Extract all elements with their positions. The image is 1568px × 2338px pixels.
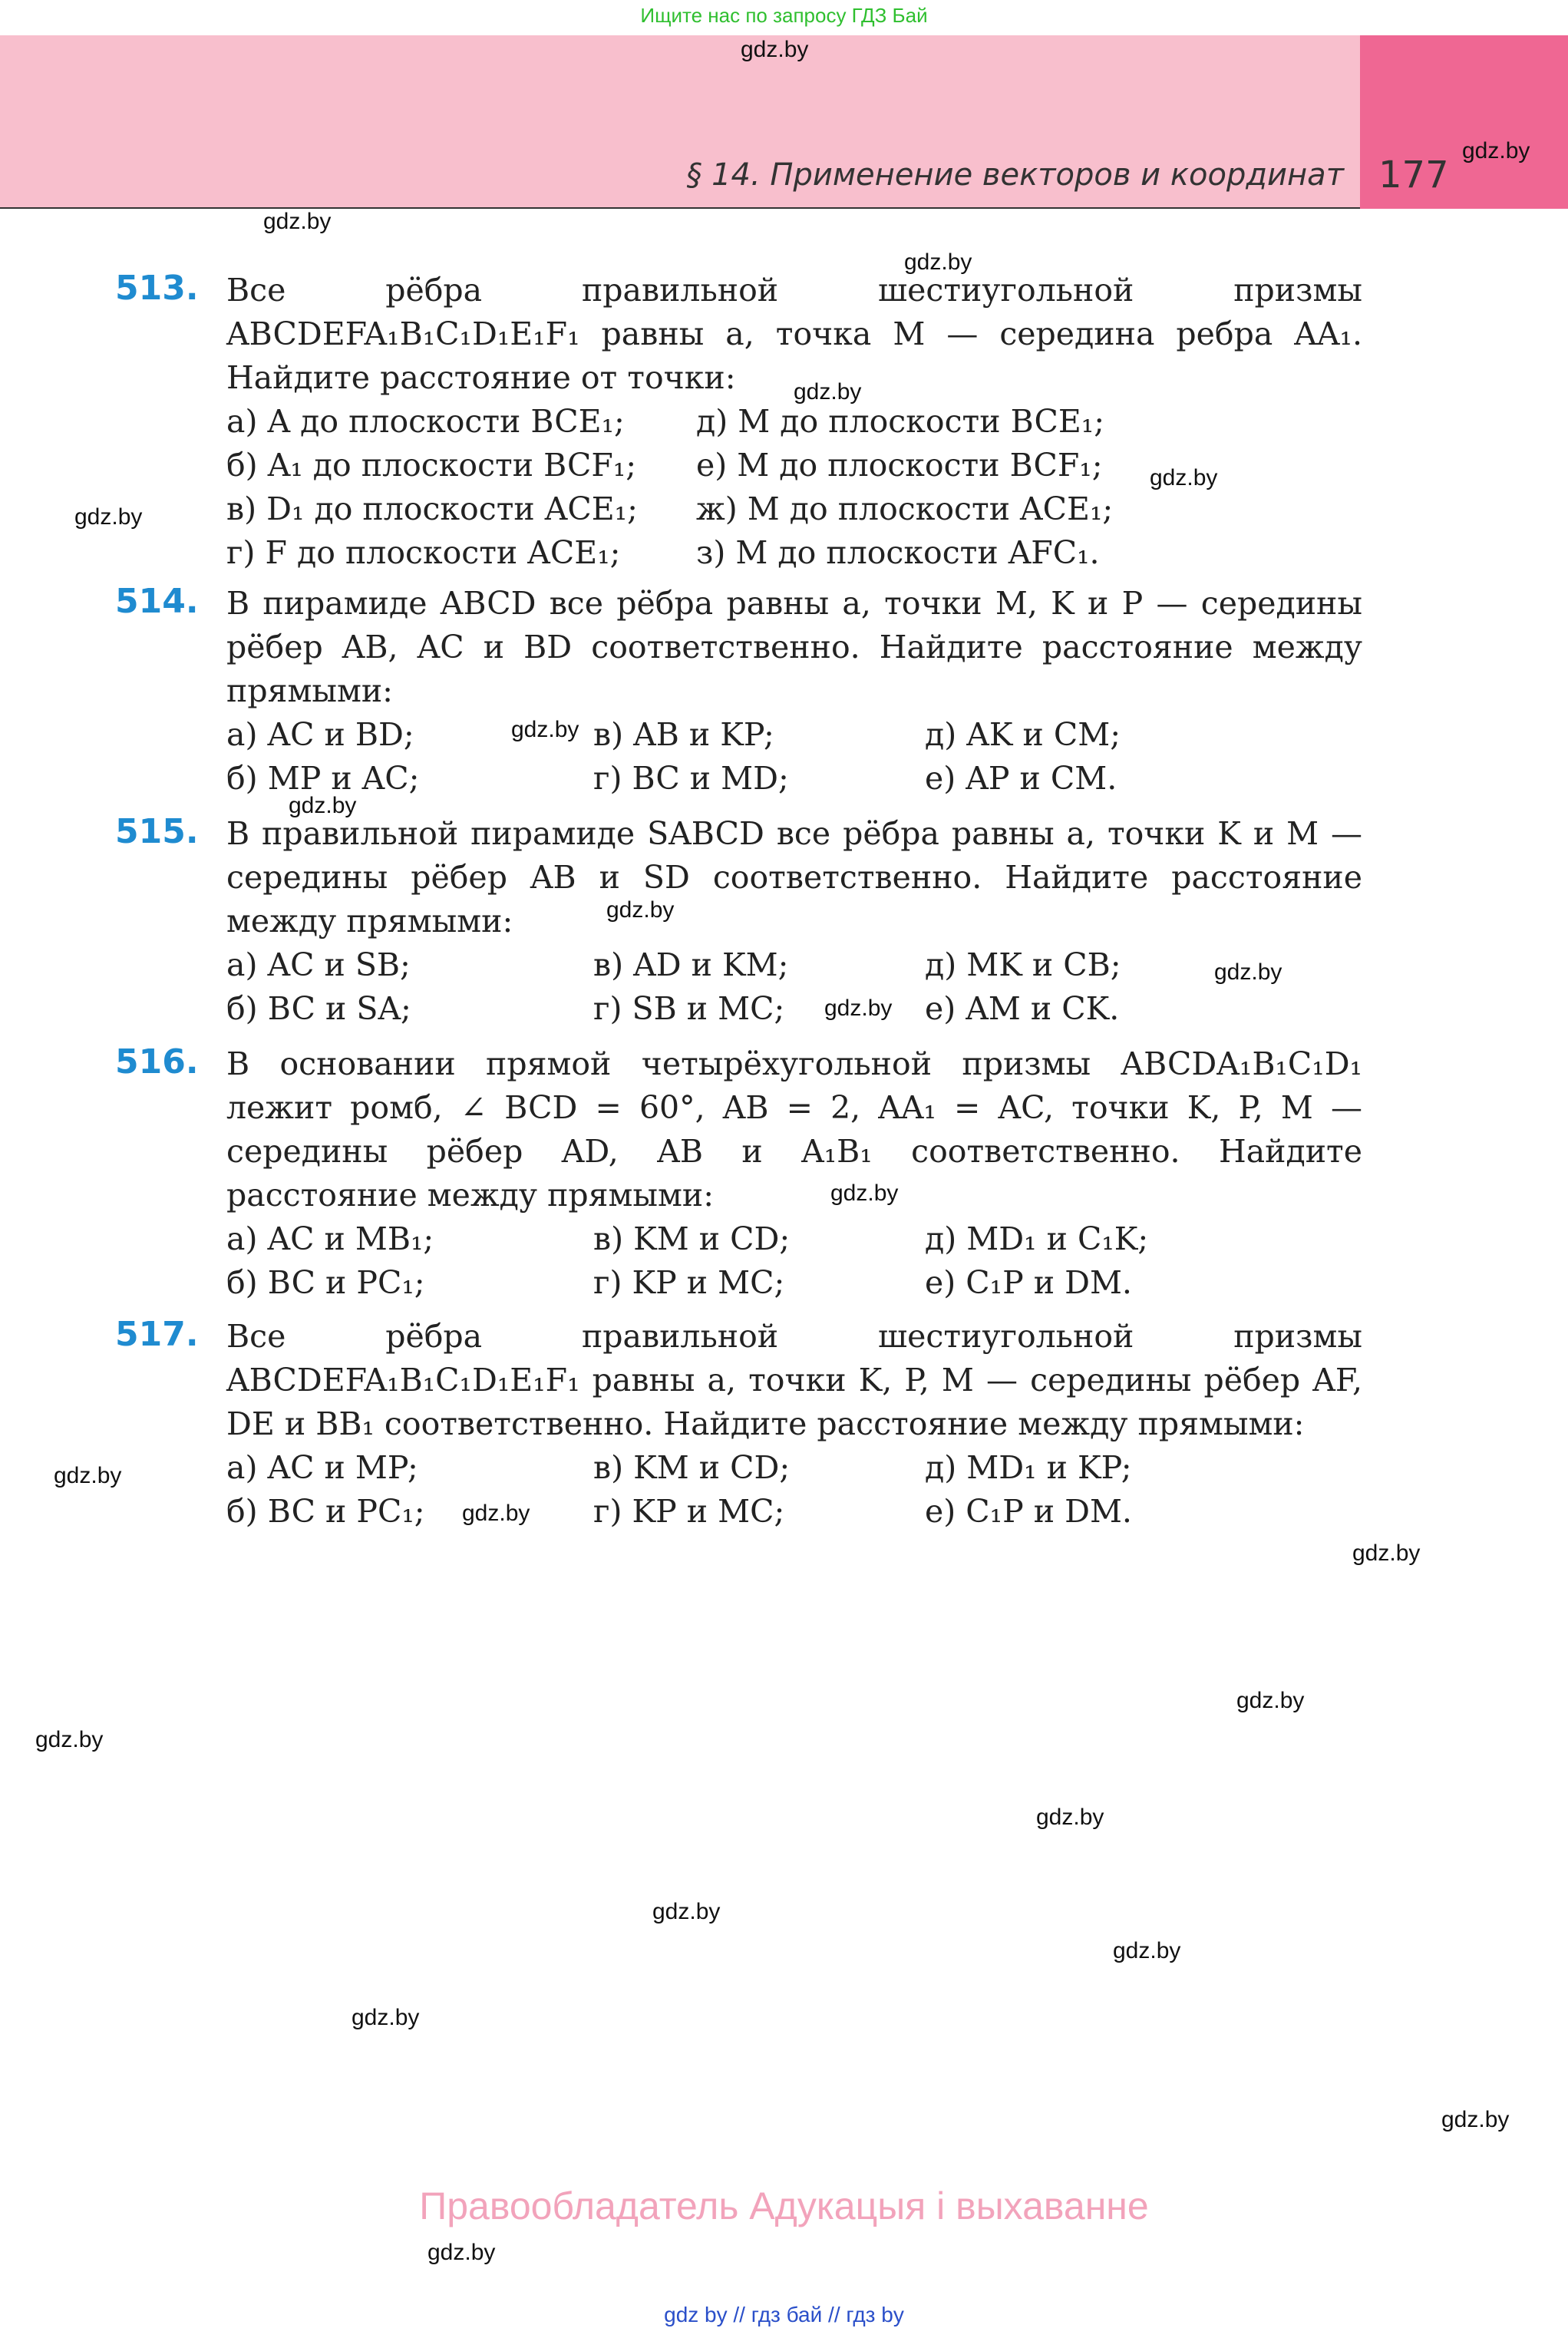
watermark: gdz.by — [1150, 465, 1218, 490]
item: в) KM и CD; — [593, 1449, 791, 1486]
item: г) BC и MD; — [593, 760, 789, 797]
watermark: gdz.by — [794, 379, 862, 405]
item: г) KP и MC; — [593, 1493, 785, 1530]
problem-number: 516. — [115, 1042, 199, 1081]
watermark: gdz.by — [427, 2240, 496, 2265]
watermark: gdz.by — [74, 504, 143, 530]
watermark: gdz.by — [824, 996, 893, 1021]
item: б) MP и AC; — [226, 760, 420, 797]
watermark: gdz.by — [830, 1181, 899, 1206]
item: б) BC и PC₁; — [226, 1264, 425, 1301]
item: а) AC и SB; — [226, 946, 411, 983]
watermark: gdz.by — [1352, 1541, 1421, 1566]
problem-number: 513. — [115, 269, 199, 308]
item: б) BC и SA; — [226, 990, 411, 1027]
problem-items — [226, 713, 1362, 801]
item: а) A до плоскости BCE₁; — [226, 403, 625, 440]
item: д) MK и CB; — [925, 946, 1121, 983]
item: з) M до плоскости AFC₁. — [696, 534, 1100, 571]
item: б) BC и PC₁; — [226, 1493, 425, 1530]
item-row — [226, 487, 1362, 531]
item: г) SB и MC; — [593, 990, 785, 1027]
problem-text: Все рёбра правильной шестиугольной призмы ABCDEFA₁B₁C₁D₁E₁F₁ равны a, точка M — середина ребра AA₁. Найдите расстояние от точки: — [226, 272, 1362, 396]
watermark: gdz.by — [1462, 138, 1530, 163]
item: е) AP и CM. — [925, 760, 1117, 797]
watermark: gdz.by — [1236, 1688, 1305, 1713]
problem-items — [226, 1446, 1362, 1534]
watermark: gdz.by — [289, 793, 357, 818]
watermark: gdz.by — [652, 1899, 721, 1924]
problem-number: 515. — [115, 812, 199, 851]
item-row — [226, 444, 1362, 487]
problem-text: Все рёбра правильной шестиугольной призмы ABCDEFA₁B₁C₁D₁E₁F₁ равны a, точки K, P, M — середины рёбер AF, DE и BB₁ соответственно. Найдите расстояние между прямыми: — [226, 1318, 1362, 1442]
item: д) AK и CM; — [925, 716, 1121, 753]
watermark: gdz.by — [352, 2005, 420, 2030]
problem-513 — [115, 269, 1366, 575]
item: е) C₁P и DM. — [925, 1493, 1132, 1530]
watermark: gdz.by — [511, 717, 579, 742]
problem-514 — [115, 582, 1366, 801]
page-number: 177 — [1378, 154, 1449, 196]
problem-number: 514. — [115, 582, 199, 621]
watermark: gdz.by — [54, 1463, 122, 1488]
header-divider — [0, 207, 1360, 209]
problem-text: В правильной пирамиде SABCD все рёбра равны a, точки K и M — середины рёбер AB и SD соответственно. Найдите расстояние между прямыми: — [226, 815, 1362, 939]
footer-links[interactable]: gdz by // гдз бай // гдз by — [664, 2303, 904, 2326]
item: в) KM и CD; — [593, 1220, 791, 1257]
item: а) AC и MB₁; — [226, 1220, 434, 1257]
item: б) A₁ до плоскости BCF₁; — [226, 447, 637, 484]
item: е) C₁P и DM. — [925, 1264, 1132, 1301]
problem-text: В пирамиде ABCD все рёбра равны a, точки M, K и P — середины рёбер AB, AC и BD соответственно. Найдите расстояние между прямыми: — [226, 585, 1362, 709]
item: в) AB и KP; — [593, 716, 774, 753]
item-row — [226, 400, 1362, 444]
item: е) AM и CK. — [925, 990, 1120, 1027]
watermark: gdz.by — [1441, 2107, 1510, 2132]
search-hint-banner: Ищите нас по запросу ГДЗ Бай — [640, 4, 928, 27]
problem-items — [226, 400, 1362, 575]
watermark: gdz.by — [904, 249, 972, 275]
item-row — [226, 531, 1362, 575]
problem-515 — [115, 812, 1366, 1031]
copyright-holder: Правообладатель Адукацыя і выхаванне — [419, 2184, 1149, 2227]
watermark: gdz.by — [462, 1501, 530, 1526]
item: ж) M до плоскости ACE₁; — [696, 490, 1114, 527]
watermark: gdz.by — [606, 897, 675, 923]
watermark: gdz.by — [1113, 1938, 1181, 1963]
item-row — [226, 943, 1362, 987]
item-row — [226, 987, 1362, 1031]
problem-number: 517. — [115, 1315, 199, 1354]
item: д) MD₁ и C₁K; — [925, 1220, 1149, 1257]
item-row — [226, 1261, 1362, 1305]
item-row — [226, 713, 1362, 757]
item: в) AD и KM; — [593, 946, 789, 983]
item: а) AC и BD; — [226, 716, 414, 753]
item-row — [226, 1217, 1362, 1261]
item: д) MD₁ и KP; — [925, 1449, 1132, 1486]
item-row — [226, 1490, 1362, 1534]
section-title: § 14. Применение векторов и координат — [686, 157, 1344, 193]
item: в) D₁ до плоскости ACE₁; — [226, 490, 638, 527]
watermark: gdz.by — [1036, 1805, 1104, 1830]
item: д) M до плоскости BCE₁; — [696, 403, 1105, 440]
item: е) M до плоскости BCF₁; — [696, 447, 1103, 484]
problem-items — [226, 1217, 1362, 1305]
problem-items — [226, 943, 1362, 1031]
item: г) F до плоскости ACE₁; — [226, 534, 621, 571]
item: а) AC и MP; — [226, 1449, 418, 1486]
watermark: gdz.by — [35, 1727, 104, 1752]
problem-text: В основании прямой четырёхугольной призмы ABCDA₁B₁C₁D₁ лежит ромб, ∠ BCD = 60°, AB = 2, AA₁ = AC, точки K, P, M — середины рёбер AD, AB и A₁B₁ соответственно. Найдите расстояние между прямыми: — [226, 1045, 1362, 1214]
item-row — [226, 1446, 1362, 1490]
item-row — [226, 757, 1362, 801]
watermark: gdz.by — [1214, 959, 1282, 985]
problem-516 — [115, 1042, 1366, 1305]
watermark: gdz.by — [263, 209, 332, 234]
problem-517 — [115, 1315, 1366, 1534]
watermark: gdz.by — [741, 37, 809, 62]
item: г) KP и MC; — [593, 1264, 785, 1301]
